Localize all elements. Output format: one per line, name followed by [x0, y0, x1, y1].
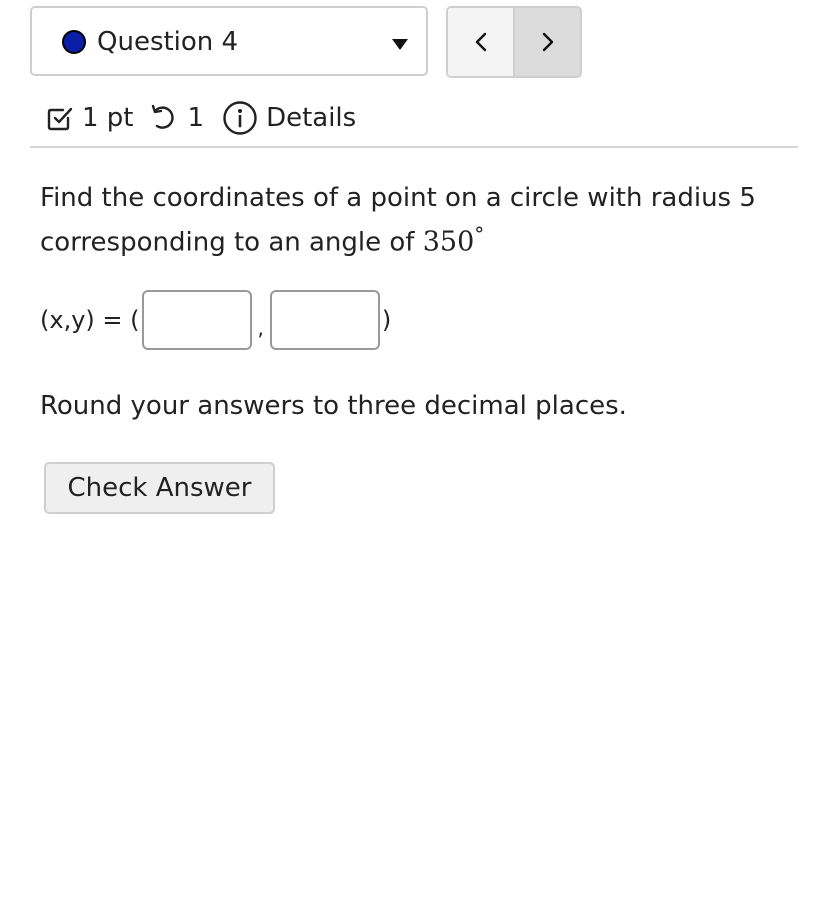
details-label: Details	[266, 103, 357, 133]
divider	[30, 146, 798, 148]
attempts-label: 1	[187, 103, 205, 133]
y-coordinate-input[interactable]	[270, 290, 380, 350]
answer-prefix: (x,y) = (	[40, 306, 140, 334]
question-status-dot	[62, 30, 86, 54]
next-question-button[interactable]	[515, 8, 580, 76]
chevron-left-icon	[473, 30, 489, 54]
question-meta-row	[46, 96, 356, 140]
answer-row	[40, 290, 391, 350]
prompt-text: Find the coordinates of a point on a circle with radius 5 corresponding to an angle of	[40, 183, 756, 258]
chevron-right-icon	[540, 30, 556, 54]
rounding-instruction: Round your answers to three decimal places.	[40, 391, 627, 421]
info-icon	[222, 100, 258, 136]
angle-value: 350	[422, 226, 475, 258]
previous-question-button[interactable]	[448, 8, 515, 76]
check-answer-button[interactable]: Check Answer	[44, 462, 275, 514]
answer-separator: ,	[257, 316, 264, 340]
angle-unit: °	[474, 222, 485, 246]
answer-suffix: )	[381, 306, 392, 334]
checkbox-icon	[46, 104, 74, 132]
details-link[interactable]	[222, 96, 356, 140]
question-select-label: Question 4	[97, 27, 239, 57]
caret-down-icon	[392, 39, 408, 50]
question-prompt	[40, 180, 800, 261]
question-select-dropdown[interactable]	[30, 6, 428, 76]
points-label: 1 pt	[82, 103, 134, 133]
x-coordinate-input[interactable]	[142, 290, 252, 350]
question-navigation	[446, 6, 582, 78]
retry-icon	[148, 103, 180, 133]
